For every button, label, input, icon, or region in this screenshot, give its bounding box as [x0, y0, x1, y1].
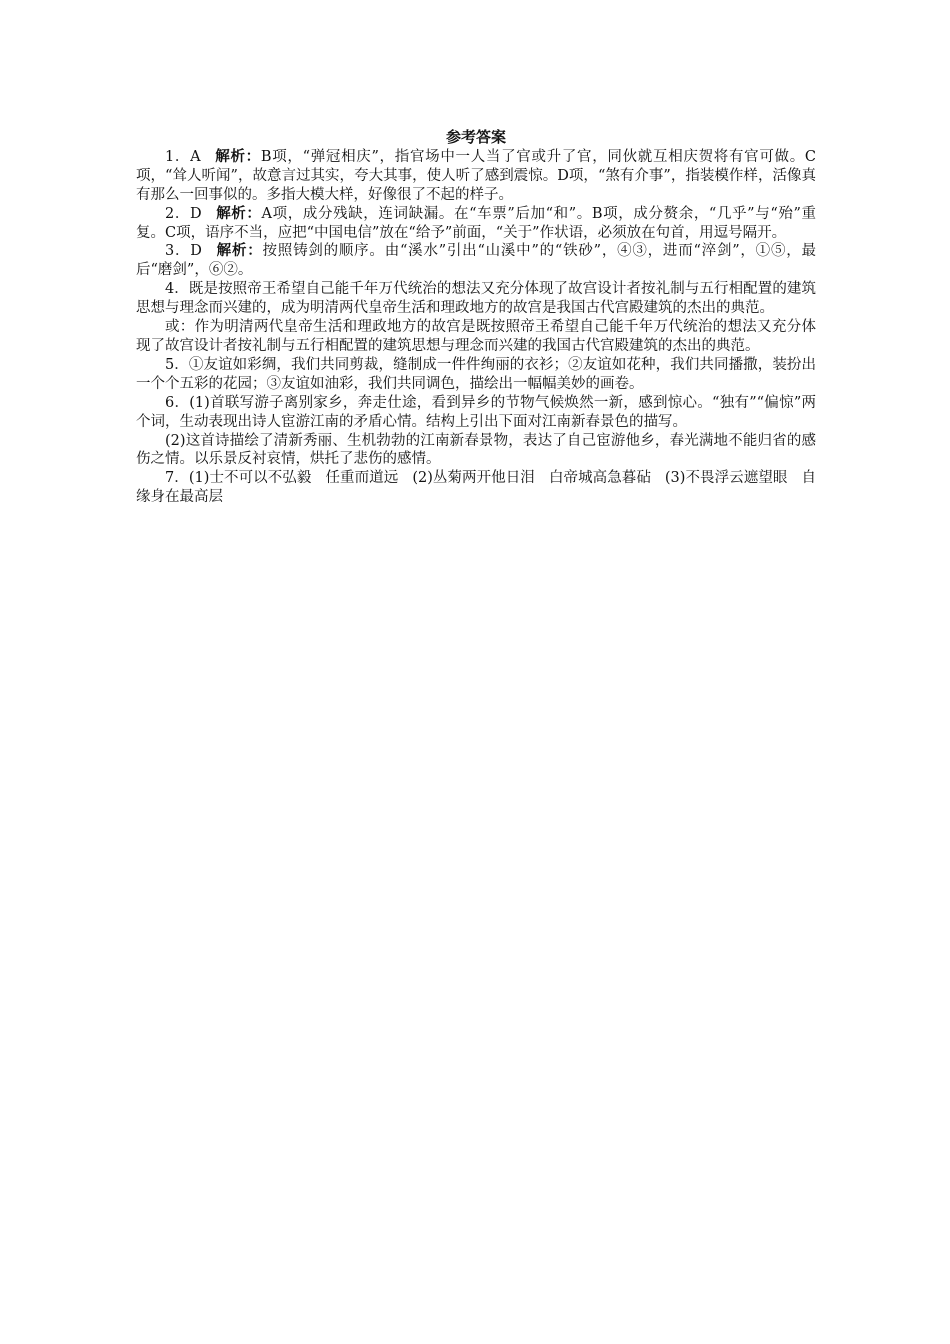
poem-line: 白帝城高急暮砧 — [548, 470, 651, 487]
answer-number: 4． — [165, 281, 189, 298]
analysis-label: 解析： — [215, 242, 263, 260]
answer-number: 3．D — [165, 243, 202, 260]
answer-number: 6． — [165, 394, 190, 411]
answer-text: A项，成分残缺，连词缺漏。在“车票”后加“和”。B项，成分赘余，“几乎”与“殆”重复。C项，语序不当，应把“中国电信”放在“给予”前面，“关于”作状语，必须放在句首，用逗号隔开。 — [136, 205, 816, 241]
answer-text: (2)这首诗描绘了清新秀丽、生机勃勃的江南新春景物，表达了自己宦游他乡，春光满地不能归省的感伤之情。以乐景反衬哀情，烘托了悲伤的感情。 — [136, 432, 816, 468]
answer-text: B项，“弹冠相庆”，指官场中一人当了官或升了官，同伙就互相庆贺将有官可做。C项，“耸人听闻”，故意言过其实，夸大其事，使人听了感到震惊。D项，“煞有介事”，指装模作样，活像真有那么一回事似的。多指大模大样，好像很了不起的样子。 — [136, 148, 817, 203]
answer-text: ①友谊如彩绸，我们共同剪裁，缝制成一件件绚丽的衣衫；②友谊如花种，我们共同播撒，装扮出一个个五彩的花园；③友谊如油彩，我们共同调色，描绘出一幅幅美妙的画卷。 — [136, 356, 816, 392]
poem-line: (1)士不可以不弘毅 — [188, 470, 312, 487]
poem-line: (3)不畏浮云遮望眼 — [664, 470, 788, 487]
analysis-label: 解析： — [214, 147, 261, 165]
answer-number: 7． — [165, 470, 189, 487]
answer-4-alternative — [136, 318, 816, 356]
page-title: 参考答案 — [445, 128, 506, 146]
poem-line: (2)丛菊两开他日泪 — [412, 470, 535, 487]
answer-7 — [136, 469, 816, 507]
answer-2 — [136, 205, 816, 243]
answer-6-part-1 — [136, 394, 816, 432]
answer-document — [136, 128, 816, 507]
poem-line: 自缘身在最高层 — [136, 470, 817, 506]
poem-line: 任重而道远 — [325, 470, 399, 487]
answer-number: 5． — [165, 356, 189, 373]
answer-text: 或：作为明清两代皇帝生活和理政地方的故宫是既按照帝王希望自己能千年万代统治的想法又充分体现了故宫设计者按礼制与五行相配置的建筑思想与理念而兴建的我国古代宫殿建筑的杰出的典范。 — [136, 319, 816, 354]
answer-text: 既是按照帝王希望自己能千年万代统治的想法又充分体现了故宫设计者按礼制与五行相配置的建筑思想与理念而兴建的，成为明清两代皇帝生活和理政地方的故宫是我国古代宫殿建筑的杰出的典范。 — [136, 281, 816, 317]
answer-number: 2．D — [165, 205, 202, 222]
answer-text: 按照铸剑的顺序。由“溪水”引出“山溪中”的“铁砂”，④③，进而“淬剑”，①⑤，最后“磨剑”，⑥②。 — [136, 243, 816, 279]
answer-text: (1)首联写游子离别家乡，奔走仕途，看到异乡的节物气候焕然一新，感到惊心。“独有”“偏惊”两个词，生动表现出诗人宦游江南的矛盾心情。结构上引出下面对江南新春景色的描写。 — [136, 394, 817, 430]
answer-1 — [136, 148, 816, 205]
answer-number: 1．A — [165, 148, 201, 165]
analysis-label: 解析： — [215, 204, 262, 222]
answer-3 — [136, 242, 816, 280]
answer-5 — [136, 356, 816, 394]
answer-4 — [136, 280, 816, 318]
answer-6-part-2 — [136, 432, 816, 470]
